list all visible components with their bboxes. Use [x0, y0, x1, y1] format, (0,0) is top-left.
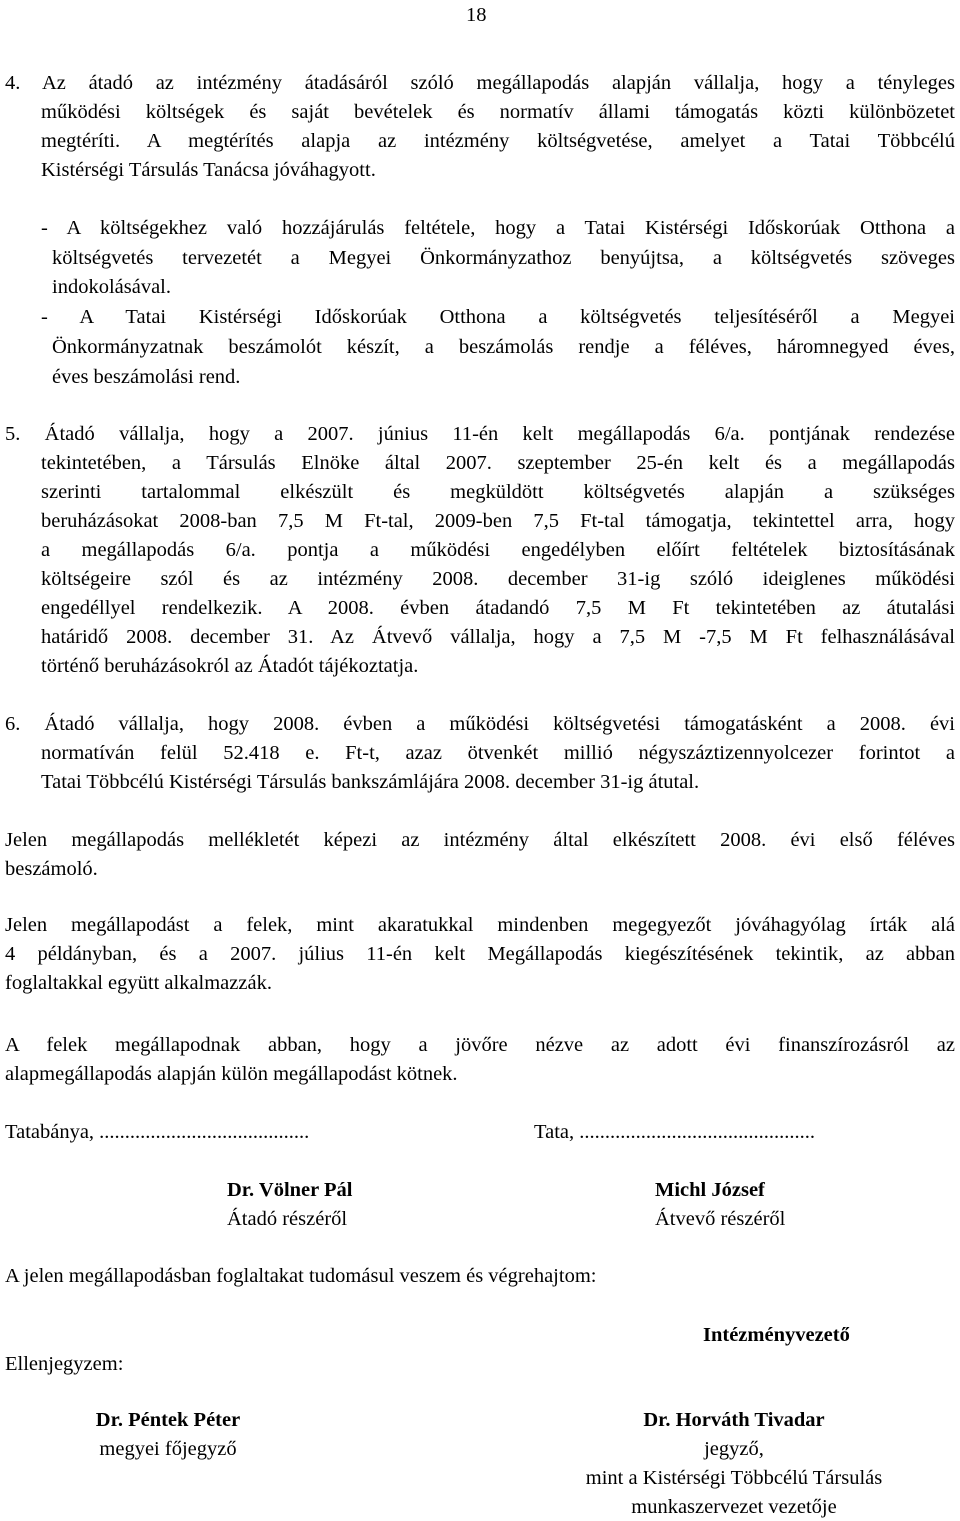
signatory-role-right: Átvevő részéről: [655, 1208, 786, 1230]
countersigned-label: Ellenjegyzem:: [5, 1353, 124, 1375]
signatory-role-left: Átadó részéről: [227, 1208, 348, 1230]
paragraph-line: foglaltakkal együtt alkalmazzák.: [5, 972, 272, 994]
paragraph-line: Önkormányzatnak beszámolót készít, a beszámolás rendje a féléves, háromnegyed éves,: [52, 336, 955, 358]
paragraph-line: megtéríti. A megtérítés alapja az intézmény költségvetése, amelyet a Tatai Többcélú: [41, 130, 955, 152]
bottom-left-signatory: [58, 1410, 278, 1460]
paragraph-line: - A Tatai Kistérségi Időskorúak Otthona a költségvetés teljesítéséről a Megyei: [41, 306, 955, 328]
paragraph-line: határidő 2008. december 31. Az Átvevő vállalja, hogy a 7,5 M -7,5 M Ft felhasználásával: [41, 626, 955, 648]
paragraph-line: költségeire szól és az intézmény 2008. december 31-ig szóló ideiglenes működési: [41, 568, 955, 590]
paragraph-line: tekintetében, a Társulás Elnöke által 2007. szeptember 25-én kelt és a megállapodás: [41, 452, 955, 474]
paragraph-line: a megállapodás 6/a. pontja a működési engedélyben előírt feltételek biztosításának: [41, 539, 955, 561]
paragraph-line: indokolásával.: [52, 276, 171, 298]
paragraph-line: éves beszámolási rend.: [52, 366, 241, 388]
paragraph-line: működési költségek és saját bevételek és normatív állami támogatás közti különbözetet: [41, 101, 955, 123]
paragraph-line: Kistérségi Társulás Tanácsa jóváhagyott.: [41, 159, 376, 181]
paragraph-line: 5. Átadó vállalja, hogy a 2007. június 11-én kelt megállapodás 6/a. pontjának rendezése: [5, 423, 955, 445]
paragraph-line: költségvetés tervezetét a Megyei Önkormányzathoz benyújtsa, a költségvetés szöveges: [52, 247, 955, 269]
paragraph-line: 4. Az átadó az intézmény átadásáról szóló megállapodás alapján vállalja, hogy a tényleges: [5, 72, 955, 94]
signatory-name-right: Michl József: [655, 1179, 765, 1201]
paragraph-line: normatíván felül 52.418 e. Ft-t, azaz ötvenkét millió négyszáztizennyolcezer forintot a: [41, 742, 955, 764]
signatory-role: munkaszervezet vezetője: [631, 1496, 837, 1518]
paragraph-line: Tatai Többcélú Kistérségi Társulás bankszámlájára 2008. december 31-ig átutal.: [41, 771, 700, 793]
place-date-left: Tatabánya, .........................................: [5, 1121, 310, 1143]
paragraph-line: szerinti tartalommal elkészült és megküldött költségvetés alapján a szükséges: [41, 481, 955, 503]
acknowledgement-text: A jelen megállapodásban foglaltakat tudomásul veszem és végrehajtom:: [5, 1265, 597, 1287]
paragraph-line: történő beruházásokról az Átadót tájékoztatja.: [41, 655, 419, 677]
signatory-role: megyei főjegyző: [99, 1438, 237, 1460]
signatory-name: Dr. Horváth Tivadar: [643, 1409, 825, 1431]
paragraph-line: Jelen megállapodást a felek, mint akaratukkal mindenben megegyezőt jóváhagyólag írták alá: [5, 914, 955, 936]
bottom-right-signatory: [534, 1410, 934, 1518]
signatory-role: mint a Kistérségi Többcélú Társulás: [585, 1467, 883, 1489]
institution-head-label: Intézményvezető: [703, 1324, 850, 1346]
paragraph-line: beszámoló.: [5, 858, 98, 880]
paragraph-line: engedéllyel rendelkezik. A 2008. évben átadandó 7,5 M Ft tekintetében az átutalási: [41, 597, 955, 619]
paragraph-line: alapmegállapodás alapján külön megállapodást kötnek.: [5, 1063, 458, 1085]
place-date-right: Tata, ..............................................: [534, 1121, 815, 1143]
signatory-role: jegyző,: [704, 1438, 764, 1460]
signatory-name: Dr. Péntek Péter: [95, 1409, 241, 1431]
paragraph-line: A felek megállapodnak abban, hogy a jövőre nézve az adott évi finanszírozásról az: [5, 1034, 955, 1056]
page-number: 18: [466, 4, 487, 26]
paragraph-line: - A költségekhez való hozzájárulás feltétele, hogy a Tatai Kistérségi Időskorúak Otthona a: [41, 217, 955, 239]
paragraph-line: 4 példányban, és a 2007. július 11-én kelt Megállapodás kiegészítésének tekintik, az abban: [5, 943, 955, 965]
paragraph-line: Jelen megállapodás mellékletét képezi az intézmény által elkészített 2008. évi első féléves: [5, 829, 955, 851]
signatory-name-left: Dr. Völner Pál: [227, 1179, 353, 1201]
paragraph-line: 6. Átadó vállalja, hogy 2008. évben a működési költségvetési támogatásként a 2008. évi: [5, 713, 955, 735]
paragraph-line: beruházásokat 2008-ban 7,5 M Ft-tal, 2009-ben 7,5 Ft-tal támogatja, tekintettel arra, hogy: [41, 510, 955, 532]
